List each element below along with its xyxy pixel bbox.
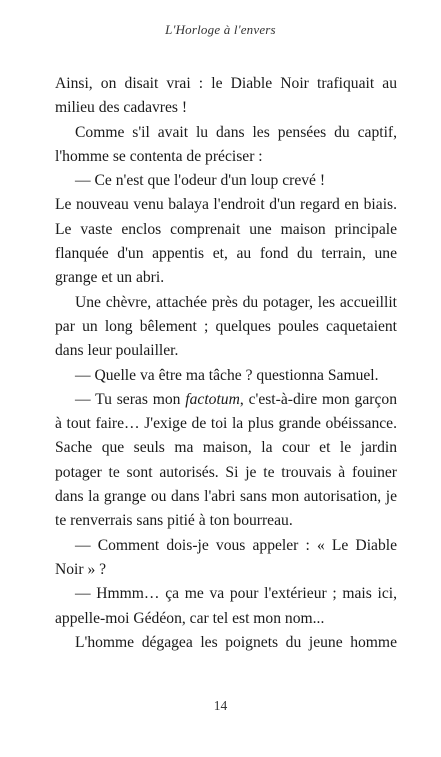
paragraph-1: Ainsi, on disait vrai : le Diable Noir trafiquait au milieu des cadavres ! [55,75,397,117]
paragraph-6: — Quelle va être ma tâche ? questionna Samuel. [75,366,379,384]
paragraph-10: L'homme dégagea les poignets du jeune homme [75,633,397,651]
paragraph-2: Comme s'il avait lu dans les pensées du captif, l'homme se contenta de préciser : [55,123,397,165]
paragraph-7-emphasis: factotum [185,390,240,408]
paragraph-7-start: — Tu seras mon [75,390,186,408]
body-text [55,72,397,655]
paragraph-3: — Ce n'est que l'odeur d'un loup crevé ! [75,172,326,190]
running-header: L'Horloge à l'envers [165,22,276,37]
paragraph-5: Une chèvre, attachée près du potager, les accueillit par un long bêlement ; quelques poules caquetaient dans leur poulailler. [55,293,397,360]
paragraph-7-end: , c'est-à-dire mon garçon à tout faire… J'exige de toi la plus grande obéissance. Sache que seuls ma maison, la cour et le jardin potager te sont autorisés. Si je te trouvais à fouiner dans la grange ou dans l'abri sans mon autorisation, je te renverrais sans pitié à ton bourreau. [55,390,397,530]
paragraph-9: — Hmmm… ça me va pour l'extérieur ; mais ici, appelle-moi Gédéon, car tel est mon nom... [55,585,397,627]
paragraph-4: Le nouveau venu balaya l'endroit d'un regard en biais. Le vaste enclos comprenait une maison principale flanquée d'un appentis et, au fond du terrain, une grange et un abri. [55,196,397,287]
page-number: 14 [213,698,228,713]
paragraph-7 [55,388,397,534]
paragraph-8: — Comment dois-je vous appeler : « Le Diable Noir » ? [55,536,397,578]
